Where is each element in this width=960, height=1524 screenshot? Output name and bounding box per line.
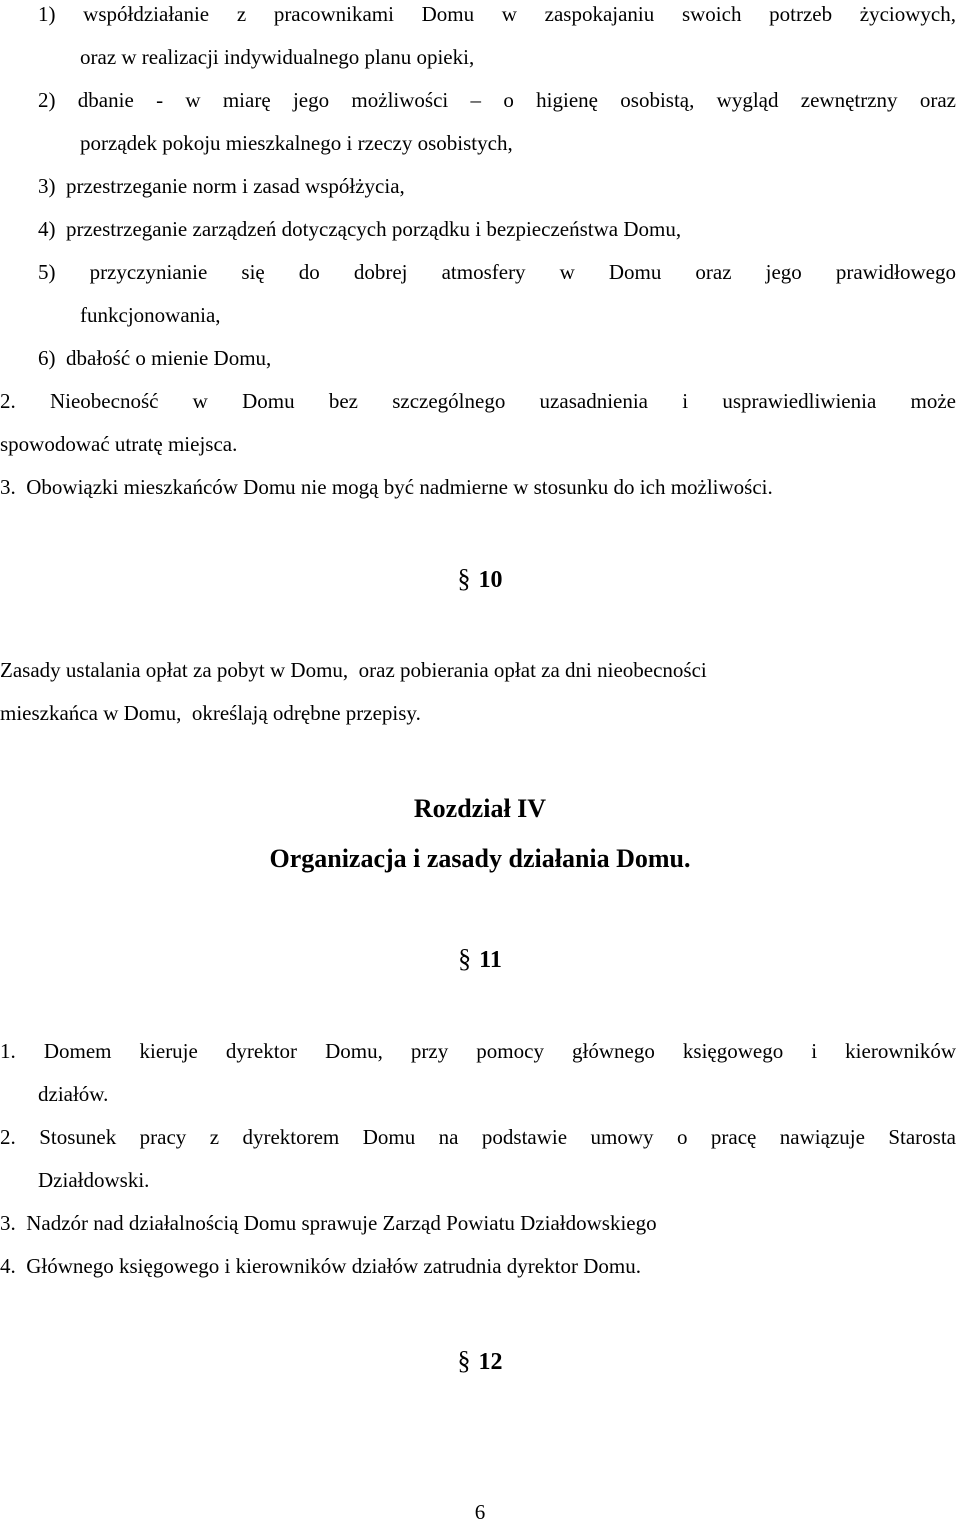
section-11-heading	[0, 946, 960, 972]
text-line: 5) przyczynianie się do dobrej atmosfery w Domu oraz jego prawidłowego	[38, 260, 956, 284]
section-sign: §	[457, 1346, 471, 1375]
section-number: 12	[478, 1349, 503, 1375]
section-11-point-2	[0, 1127, 956, 1148]
section-10-text-cont: mieszkańca w Domu, określają odrębne przepisy.	[0, 701, 421, 725]
chapter-subtitle: Organizacja i zasady działania Domu.	[269, 844, 691, 873]
list-item-5	[38, 262, 956, 283]
section-10-text: Zasady ustalania opłat za pobyt w Domu, oraz pobierania opłat za dni nieobecności	[0, 658, 707, 682]
point-2	[0, 391, 956, 412]
text-line: 1) współdziałanie z pracownikami Domu w zaspokajaniu swoich potrzeb życiowych,	[38, 2, 956, 26]
list-item-1-cont: oraz w realizacji indywidualnego planu opieki,	[80, 45, 475, 69]
point-3: 3. Obowiązki mieszkańców Domu nie mogą być nadmierne w stosunku do ich możliwości.	[0, 475, 773, 499]
page-number: 6	[474, 1500, 486, 1524]
section-11-point-4: 4. Głównego księgowego i kierowników działów zatrudnia dyrektor Domu.	[0, 1254, 641, 1278]
section-11-point-1-cont: działów.	[38, 1082, 109, 1106]
list-item-1	[38, 4, 956, 25]
list-item-6: 6) dbałość o mienie Domu,	[38, 346, 272, 370]
list-item-4: 4) przestrzeganie zarządzeń dotyczących porządku i bezpieczeństwa Domu,	[38, 217, 682, 241]
list-item-5-cont: funkcjonowania,	[80, 303, 221, 327]
point-2-cont: spowodować utratę miejsca.	[0, 432, 238, 456]
section-12-heading	[0, 1348, 960, 1374]
section-11-point-1	[0, 1041, 956, 1062]
section-11-point-2-cont: Działdowski.	[38, 1168, 150, 1192]
text-line: 2) dbanie - w miarę jego możliwości – o higienę osobistą, wygląd zewnętrzny oraz	[38, 88, 956, 112]
section-sign: §	[458, 944, 472, 973]
list-item-2	[38, 90, 956, 111]
list-item-3: 3) przestrzeganie norm i zasad współżycia,	[38, 174, 405, 198]
section-sign: §	[457, 564, 471, 593]
section-10-heading	[0, 566, 960, 592]
chapter-title: Rozdział IV	[413, 794, 547, 823]
section-number: 10	[478, 567, 503, 593]
section-number: 11	[479, 947, 502, 973]
text-line: 2. Nieobecność w Domu bez szczególnego uzasadnienia i usprawiedliwienia może	[0, 389, 956, 413]
text-line: 1. Domem kieruje dyrektor Domu, przy pomocy głównego księgowego i kierowników	[0, 1039, 956, 1063]
section-11-point-3: 3. Nadzór nad działalnością Domu sprawuje Zarząd Powiatu Działdowskiego	[0, 1211, 657, 1235]
list-item-2-cont: porządek pokoju mieszkalnego i rzeczy osobistych,	[80, 131, 513, 155]
text-line: 2. Stosunek pracy z dyrektorem Domu na podstawie umowy o pracę nawiązuje Starosta	[0, 1125, 956, 1149]
